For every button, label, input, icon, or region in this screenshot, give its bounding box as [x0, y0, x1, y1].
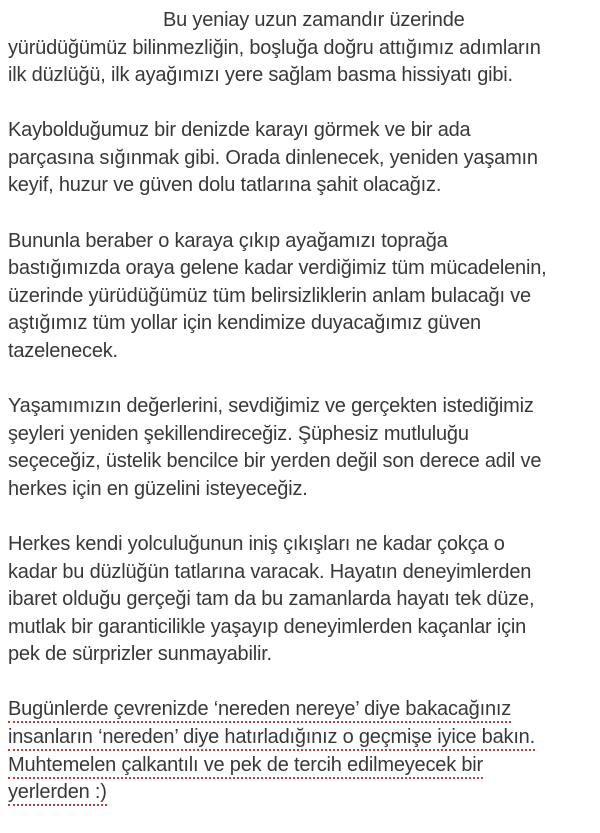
underlined-text-line — [8, 779, 580, 807]
paragraph-6-underlined — [8, 696, 580, 806]
text-line: Bununla beraber o karaya çıkıp ayağamızı toprağa — [8, 229, 448, 252]
paragraph-3 — [8, 228, 580, 366]
underlined-text-line — [8, 724, 580, 752]
paragraph-4 — [8, 393, 580, 503]
underlined-text-line — [8, 752, 580, 780]
text-line: pek de sürprizler sunmayabilir. — [8, 643, 272, 666]
text-line: Herkes kendi yolculuğunun iniş çıkışları ne kadar çokça o — [8, 532, 505, 555]
text-line: herkes için en güzelini isteyeceğiz. — [8, 477, 308, 500]
text-line: üzerinde yürüdüğümüz tüm belirsizliklerin anlam bulacağı ve — [8, 284, 531, 307]
red-dotted-underline-text: Bugünlerde çevrenizde ‘nereden nereye’ diye bakacağınız — [8, 698, 511, 723]
red-dotted-underline-text: Muhtemelen çalkantılı ve pek de tercih edilmeyecek bir — [8, 754, 483, 779]
text-line: parçasına sığınmak gibi. Orada dinlenecek, yeniden yaşamın — [8, 146, 538, 169]
text-line: kadar bu düzlüğün tatlarına varacak. Hayatın deneyimlerden — [8, 560, 532, 583]
paragraph-1 — [8, 7, 580, 90]
text-line: Kaybolduğumuz bir denizde karayı görmek ve bir ada — [8, 119, 471, 142]
paragraph-5 — [8, 531, 580, 669]
text-line: Yaşamımızın değerlerini, sevdiğimiz ve gerçekten istediğimiz — [8, 395, 534, 418]
text-line: keyif, huzur ve güven dolu tatlarına şahit olacağız. — [8, 174, 442, 197]
text-line: bastığımızda oraya gelene kadar verdiğimiz tüm mücadelenin, — [8, 257, 547, 280]
text-line: aştığımız tüm yollar için kendimize duyacağımız güven — [8, 312, 481, 335]
text-line: mutlak bir garanticilikle yaşayıp deneyimlerden kaçanlar için — [8, 615, 527, 638]
text-line: tazelenecek. — [8, 339, 118, 362]
text-line: ilk düzlüğü, ilk ayağımızı yere sağlam basma hissiyatı gibi. — [8, 64, 513, 87]
red-dotted-underline-text: yerlerden :) — [8, 781, 107, 806]
text-line: seçeceğiz, üstelik bencilce bir yerden değil son derece adil ve — [8, 450, 542, 473]
text-line: şeyleri yeniden şekillendireceğiz. Şüphesiz mutluluğu — [8, 422, 469, 445]
text-line: yürüdüğümüz bilinmezliğin, boşluğa doğru attığımız adımların — [8, 36, 541, 59]
underlined-text-line — [8, 696, 580, 724]
red-dotted-underline-text: insanların ‘nereden’ diye hatırladığınız o geçmişe iyice bakın. — [8, 726, 535, 751]
paragraph-2 — [8, 117, 580, 200]
text-line: ibaret olduğu gerçeği tam da bu zamanlarda hayatı tek düze, — [8, 588, 535, 611]
text-line: Bu yeniay uzun zamandır üzerinde — [163, 9, 465, 31]
